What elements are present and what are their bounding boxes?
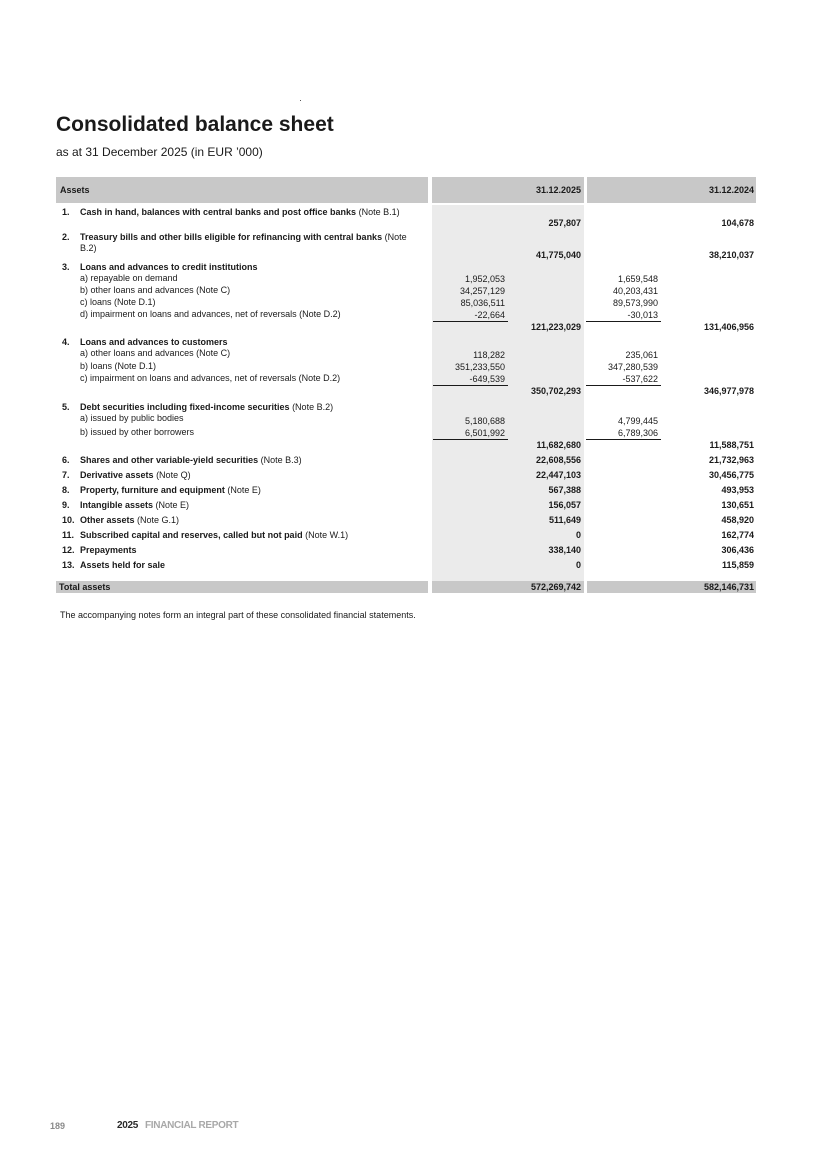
row-label: Other assets (Note G.1) xyxy=(80,515,180,525)
row-label: Debt securities including fixed-income securities (Note B.2) xyxy=(80,402,334,412)
sub-row-label: b) issued by other borrowers xyxy=(80,427,195,437)
table-row xyxy=(56,402,756,413)
row-label: Shares and other variable-yield securities (Note B.3) xyxy=(80,455,302,465)
table-row xyxy=(56,496,756,511)
value-2024: 162,774 xyxy=(721,530,754,540)
value-2025: 22,447,103 xyxy=(535,470,581,480)
value-2024: 21,732,963 xyxy=(708,455,754,465)
subtotal-row xyxy=(56,439,756,451)
sub-value-2025: 1,952,053 xyxy=(464,274,505,284)
page-mark xyxy=(300,100,301,101)
sub-row xyxy=(56,373,756,385)
table-row xyxy=(56,511,756,526)
row-label: Assets held for sale xyxy=(80,560,166,570)
total-assets-label: Total assets xyxy=(59,582,111,592)
sub-row-label: c) impairment on loans and advances, net of reversals (Note D.2) xyxy=(80,373,341,383)
value-2024: 130,651 xyxy=(721,500,754,510)
row-number: 11. xyxy=(62,530,75,540)
footer-report-title: FINANCIAL REPORT xyxy=(145,1120,239,1131)
value-2024: 306,436 xyxy=(721,545,754,555)
total-2025: 572,269,742 xyxy=(530,582,581,592)
sub-value-2025: -649,539 xyxy=(469,374,505,384)
value-2025: 257,807 xyxy=(548,218,581,228)
sub-value-2024: 6,789,306 xyxy=(617,428,658,438)
value-2025: 511,649 xyxy=(548,515,581,525)
balance-sheet-rows xyxy=(56,207,756,571)
value-2025: 567,388 xyxy=(548,485,581,495)
sub-row xyxy=(56,273,756,285)
sub-value-2024: 1,659,548 xyxy=(617,274,658,284)
row-label: Derivative assets (Note Q) xyxy=(80,470,191,480)
value-2024: 115,859 xyxy=(721,560,754,570)
header-assets: Assets xyxy=(60,185,90,195)
row-number: 3. xyxy=(62,262,70,272)
row-number: 12. xyxy=(62,545,75,555)
table-row xyxy=(56,526,756,541)
value-2025: 0 xyxy=(575,560,581,570)
row-number: 5. xyxy=(62,402,70,412)
row-label: Loans and advances to customers xyxy=(80,337,228,347)
value-2024: 104,678 xyxy=(721,218,754,228)
row-label: Subscribed capital and reserves, called but not paid (Note W.1) xyxy=(80,530,349,540)
value-2025: 11,682,680 xyxy=(536,440,581,450)
sub-row-label: b) other loans and advances (Note C) xyxy=(80,285,231,295)
sub-value-2025: 351,233,550 xyxy=(454,362,505,372)
sub-value-2025: 118,282 xyxy=(473,350,505,360)
table-row xyxy=(56,466,756,481)
sub-value-2025: 85,036,511 xyxy=(460,298,505,308)
total-bar-label xyxy=(56,581,428,593)
value-2025: 41,775,040 xyxy=(535,250,581,260)
sub-value-2025: -22,664 xyxy=(474,310,505,320)
row-label: Property, furniture and equipment (Note E) xyxy=(80,485,261,495)
sub-row xyxy=(56,297,756,309)
sub-value-2024: 4,799,445 xyxy=(617,416,658,426)
header-2025: 31.12.2025 xyxy=(535,185,581,195)
sub-row xyxy=(56,413,756,427)
value-2025: 156,057 xyxy=(548,500,581,510)
page-title: Consolidated balance sheet xyxy=(56,113,334,136)
sub-row xyxy=(56,427,756,439)
header-2024: 31.12.2024 xyxy=(708,185,754,195)
row-number: 2. xyxy=(62,232,70,242)
table-row xyxy=(56,556,756,571)
footer-report-year: 2025 xyxy=(117,1120,139,1131)
sub-row xyxy=(56,285,756,297)
header-bar-label xyxy=(56,177,428,203)
table-row xyxy=(56,481,756,496)
subtotal-row xyxy=(56,385,756,397)
sub-value-2024: 40,203,431 xyxy=(612,286,658,296)
sub-row-label: a) repayable on demand xyxy=(80,273,178,283)
page-subtitle: as at 31 December 2025 (in EUR ’000) xyxy=(56,145,263,159)
table-row xyxy=(56,232,756,261)
row-label: Treasury bills and other bills eligible for refinancing with central banks (Note B.2) xyxy=(80,232,407,253)
value-2024: 493,953 xyxy=(721,485,754,495)
sub-value-2024: 347,280,539 xyxy=(607,362,658,372)
row-number: 7. xyxy=(62,470,70,480)
table-row xyxy=(56,207,756,229)
sub-value-2025: 34,257,129 xyxy=(459,286,505,296)
value-2025: 121,223,029 xyxy=(530,322,581,332)
sub-row xyxy=(56,348,756,361)
value-2025: 0 xyxy=(575,530,581,540)
value-2024: 458,920 xyxy=(721,515,754,525)
sub-value-2024: -30,013 xyxy=(627,310,658,320)
sub-value-2024: 89,573,990 xyxy=(612,298,658,308)
table-row xyxy=(56,451,756,466)
sub-row-label: b) loans (Note D.1) xyxy=(80,361,157,371)
value-2024: 38,210,037 xyxy=(708,250,754,260)
table-row xyxy=(56,337,756,348)
value-2025: 350,702,293 xyxy=(530,386,581,396)
row-label: Prepayments xyxy=(80,545,137,555)
row-number: 6. xyxy=(62,455,70,465)
sub-row-label: a) other loans and advances (Note C) xyxy=(80,348,231,358)
value-2025: 338,140 xyxy=(548,545,581,555)
row-label: Loans and advances to credit institutions xyxy=(80,262,258,272)
value-2024: 11,588,751 xyxy=(709,440,754,450)
table-row xyxy=(56,262,756,273)
row-number: 4. xyxy=(62,337,70,347)
footnote: The accompanying notes form an integral part of these consolidated financial statements. xyxy=(60,610,416,620)
sub-row-label: c) loans (Note D.1) xyxy=(80,297,156,307)
row-number: 1. xyxy=(62,207,70,217)
total-2024: 582,146,731 xyxy=(703,582,754,592)
page-number: 189 xyxy=(50,1121,66,1131)
row-number: 8. xyxy=(62,485,70,495)
table-row xyxy=(56,541,756,556)
row-number: 13. xyxy=(62,560,75,570)
row-label: Cash in hand, balances with central banks and post office banks (Note B.1) xyxy=(80,207,400,217)
value-2024: 131,406,956 xyxy=(703,322,754,332)
sub-row xyxy=(56,361,756,373)
sub-value-2024: 235,061 xyxy=(625,350,658,360)
sub-row-label: a) issued by public bodies xyxy=(80,413,184,423)
sub-value-2025: 6,501,992 xyxy=(464,428,505,438)
row-number: 10. xyxy=(62,515,75,525)
row-label: Intangible assets (Note E) xyxy=(80,500,190,510)
subtotal-row xyxy=(56,321,756,333)
value-2025: 22,608,556 xyxy=(535,455,581,465)
value-2024: 30,456,775 xyxy=(708,470,754,480)
sub-value-2024: -537,622 xyxy=(622,374,658,384)
sub-row-label: d) impairment on loans and advances, net of reversals (Note D.2) xyxy=(80,309,341,319)
value-2024: 346,977,978 xyxy=(703,386,754,396)
sub-value-2025: 5,180,688 xyxy=(464,416,505,426)
sub-row xyxy=(56,309,756,321)
row-number: 9. xyxy=(62,500,70,510)
